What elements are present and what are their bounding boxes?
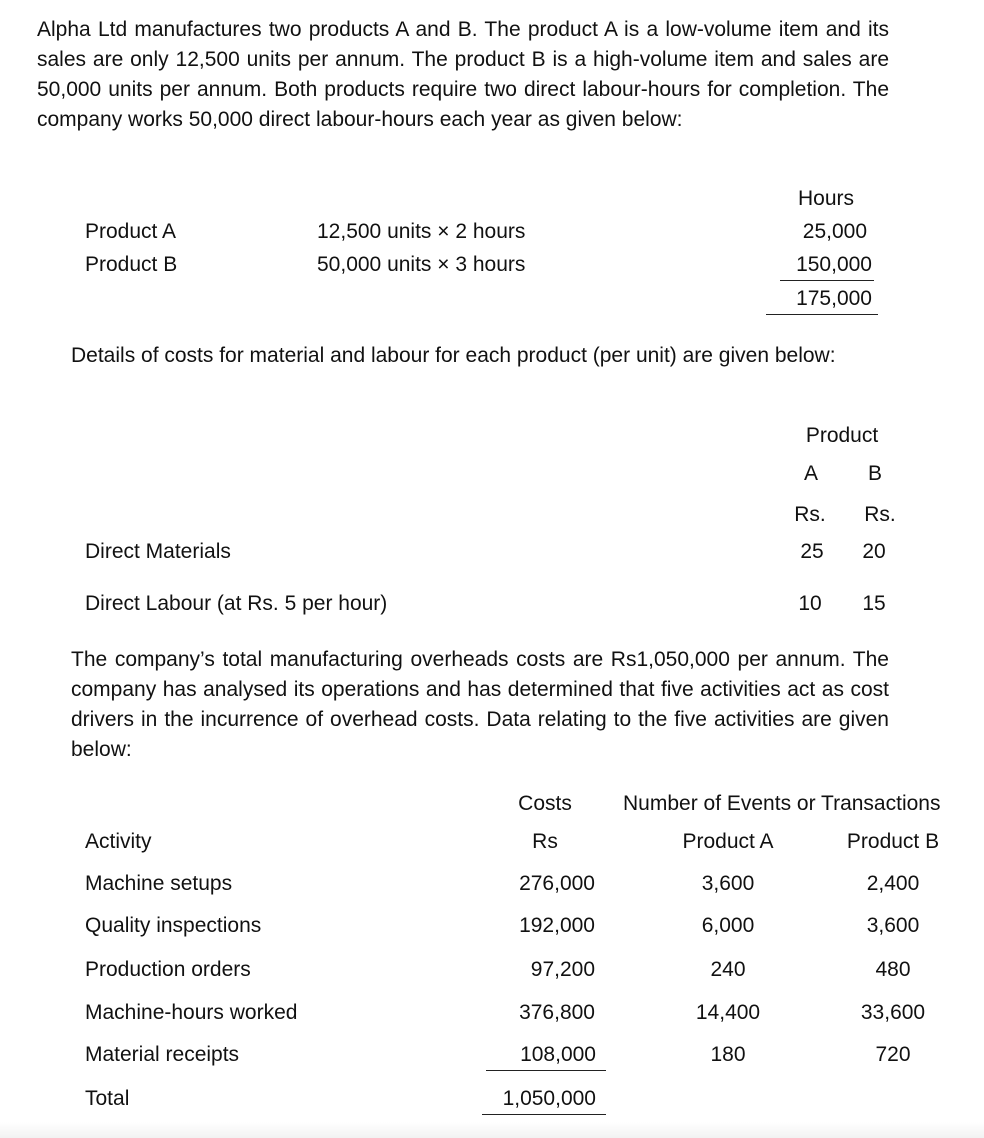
activity-total-label: Total	[85, 1087, 130, 1110]
activity-row-b: 2,400	[866, 872, 920, 895]
activity-product-a-header: Product A	[682, 830, 774, 853]
activity-total-cell	[480, 1086, 606, 1115]
activity-row-name: Machine-hours worked	[85, 1001, 298, 1024]
activity-costs-header: Costs	[518, 792, 572, 815]
cost-row-a: 10	[798, 592, 822, 615]
cost-row-label: Direct Materials	[85, 540, 231, 563]
cost-table-header: Product	[805, 424, 879, 447]
activity-events-header: Number of Events or Transactions	[623, 792, 941, 815]
hours-row-label: Product B	[85, 253, 178, 276]
hours-row-value	[775, 252, 874, 281]
activity-row-a: 6,000	[701, 914, 755, 937]
activity-rs-header: Rs	[532, 830, 558, 853]
hours-total-value: 175,000	[766, 286, 878, 315]
activity-row-name: Quality inspections	[85, 914, 262, 937]
activity-row-a: 3,600	[701, 872, 755, 895]
hours-header: Hours	[797, 187, 854, 210]
activity-row-a: 14,400	[695, 1001, 761, 1024]
cost-row-b: 20	[862, 540, 886, 563]
activity-row-a: 240	[710, 958, 746, 981]
overhead-paragraph: The company’s total manufacturing overheads costs are Rs1,050,000 per annum. The company has analysed its operations and has determined that five activities act as cost drivers in the incurrence of overhead costs. Data relating to the five activities are given below:	[71, 648, 889, 761]
activity-header: Activity	[85, 830, 152, 853]
activity-row-cost: 192,000	[519, 914, 595, 937]
activity-row-b: 720	[875, 1043, 911, 1066]
activity-row-name: Machine setups	[85, 872, 233, 895]
cost-unit-b: Rs.	[864, 503, 896, 526]
activity-row-name: Material receipts	[85, 1043, 240, 1066]
hours-subtotal-value: 150,000	[780, 252, 874, 281]
activity-total-cost: 1,050,000	[482, 1086, 606, 1115]
hours-row-label: Product A	[85, 220, 177, 243]
hours-row-calc: 12,500 units × 2 hours	[317, 220, 526, 243]
activity-row-cost-cell	[480, 1042, 606, 1071]
cost-row-label: Direct Labour (at Rs. 5 per hour)	[85, 592, 388, 615]
activity-row-a: 180	[710, 1043, 746, 1066]
page-bottom-edge	[0, 1122, 984, 1138]
intro-paragraph: Alpha Ltd manufactures two products A and B. The product A is a low-volume item and its sales are only 12,500 units per annum. The product B is a high-volume item and sales are 50,000 units per annum. Both products require two direct labour-hours for completion. The company works 50,000 direct labour-hours each year as given below:	[37, 18, 889, 131]
activity-row-b: 33,600	[860, 1001, 926, 1024]
hours-row-value: 25,000	[802, 220, 867, 243]
cost-col-b: B	[867, 462, 882, 485]
cost-details-paragraph: Details of costs for material and labour for each product (per unit) are given below:	[71, 344, 836, 367]
activity-row-name: Production orders	[85, 958, 251, 981]
activity-row-b: 3,600	[866, 914, 920, 937]
activity-row-cost: 276,000	[519, 872, 595, 895]
cost-row-b: 15	[862, 592, 886, 615]
activity-row-b: 480	[875, 958, 911, 981]
cost-unit-a: Rs.	[794, 503, 826, 526]
cost-row-a: 25	[800, 540, 824, 563]
activity-product-b-header: Product B	[846, 830, 940, 853]
activity-row-cost: 108,000	[486, 1042, 606, 1071]
activity-row-cost: 97,200	[530, 958, 595, 981]
hours-total	[766, 286, 878, 315]
cost-col-a: A	[803, 462, 818, 485]
hours-row-calc: 50,000 units × 3 hours	[317, 253, 526, 276]
activity-row-cost: 376,800	[519, 1001, 595, 1024]
